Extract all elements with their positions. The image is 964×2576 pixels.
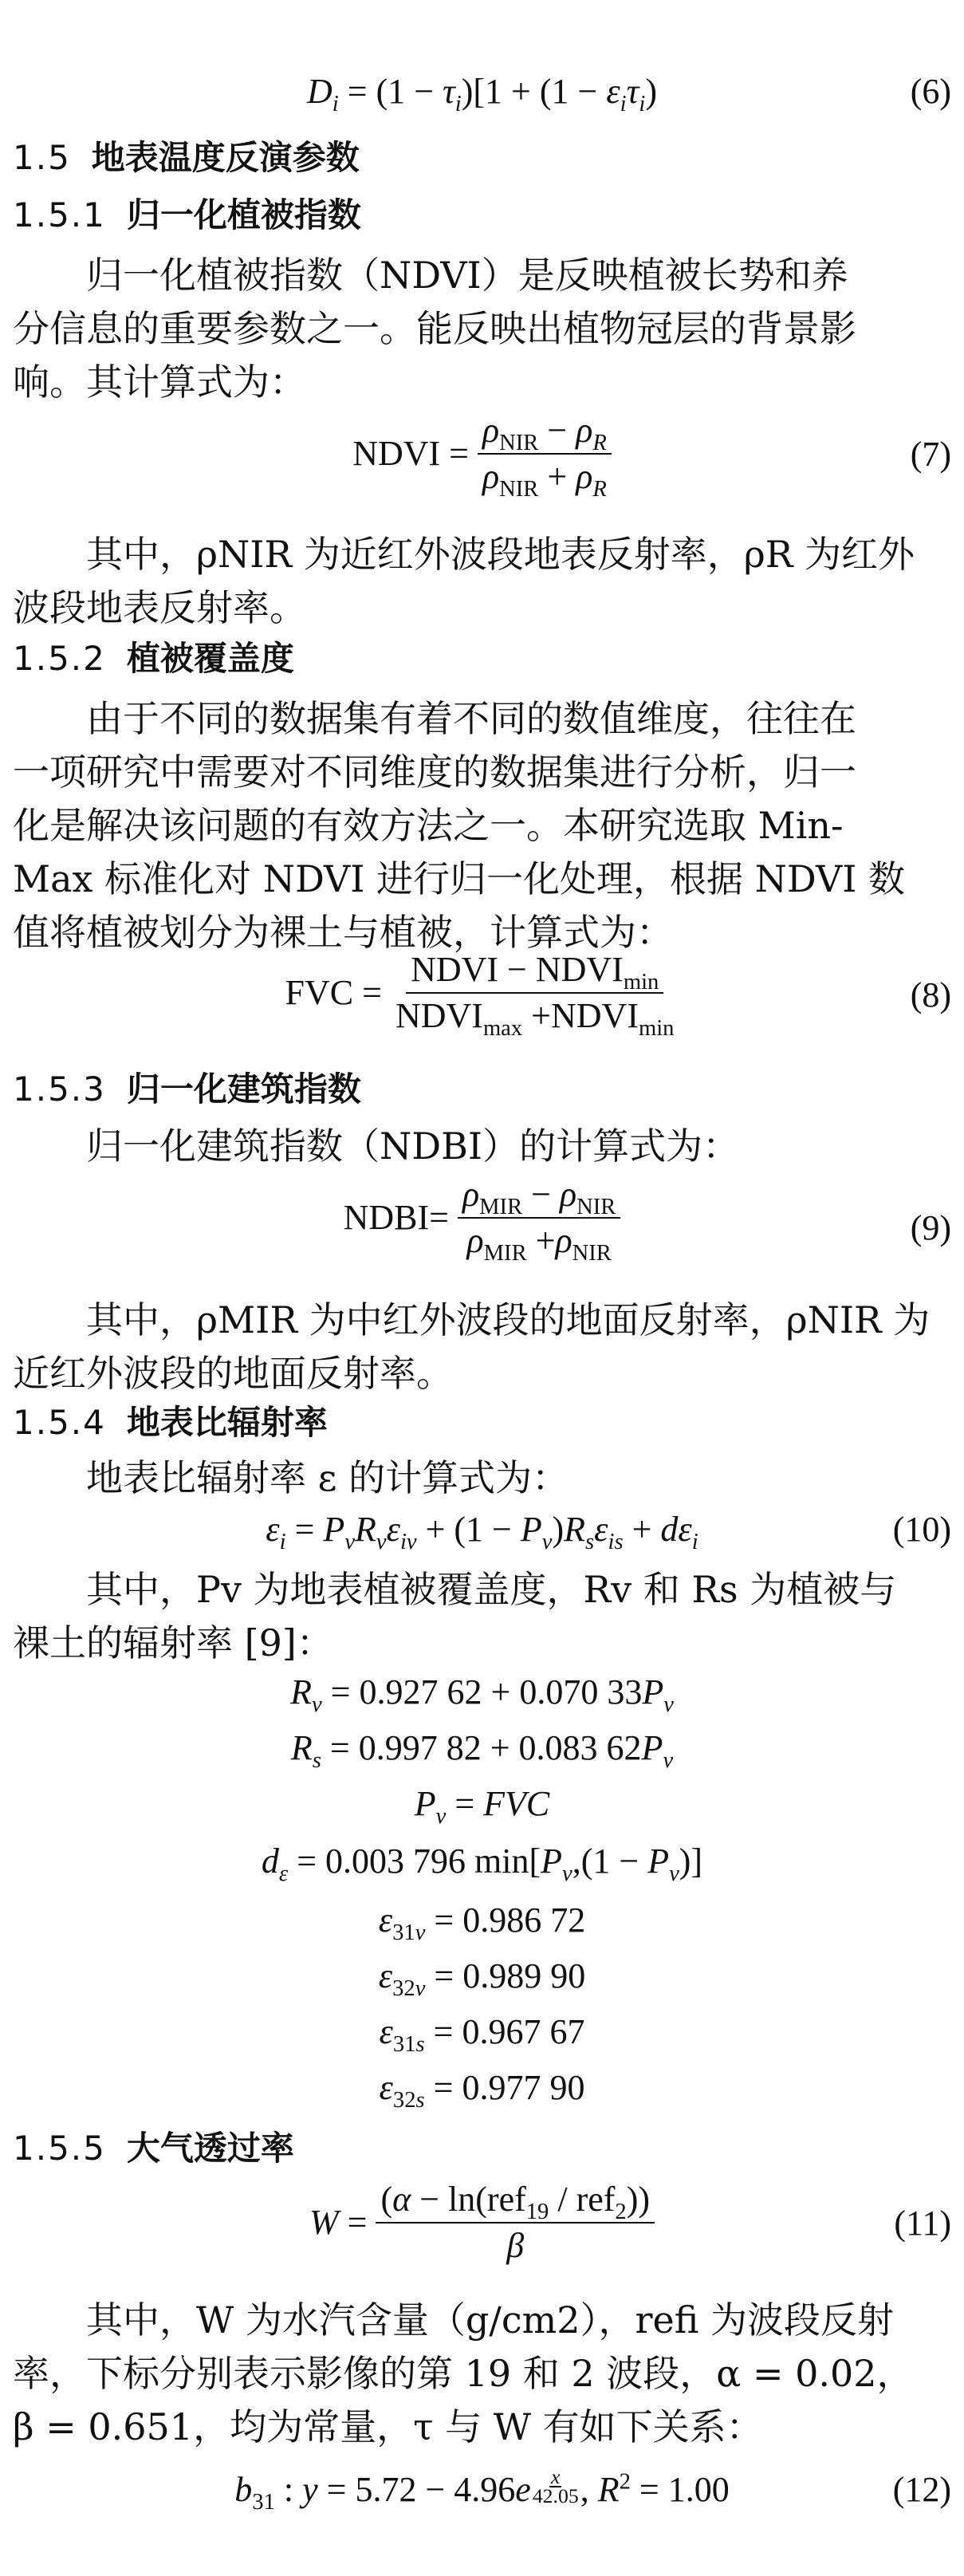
section-title: 归一化建筑指数	[126, 1069, 361, 1109]
section-title: 归一化植被指数	[126, 195, 361, 234]
equation-10-number: (10)	[892, 1510, 951, 1549]
equation-7: NDVI = $\frac{\rho_{NIR} - \rho_R}{\rho_{NIR} + \rho_R}$	[0, 408, 964, 499]
text-line: 其中，ρMIR 为中红外波段的地面反射率，ρNIR 为	[86, 1298, 931, 1341]
text-line: 波段地表反射率。	[13, 586, 306, 629]
text-line: 化是解决该问题的有效方法之一。本研究选取 Min-	[13, 804, 844, 847]
section-number: 1.5.2	[13, 639, 106, 678]
water-vapor-paragraph	[13, 2294, 951, 2454]
equation-6-number: (6)	[910, 72, 951, 111]
text-line: 近红外波段的地面反射率。	[13, 1352, 453, 1395]
text-line: 地表比辐射率 ε 的计算式为：	[86, 1456, 569, 1499]
eq12-intercept: 5.72	[355, 2470, 417, 2509]
emissivity-intro-paragraph	[13, 1451, 951, 1505]
equation-11: W = $\frac{(\alpha - \ln(ref_{19} / ref_2))}{\beta}$	[0, 2177, 964, 2268]
rv-value: 0.927 62 + 0.070 33	[359, 1672, 643, 1711]
eps31v-value: 0.986 72	[462, 1900, 586, 1940]
equation-6: $D_i = (1 - \tau_i)[1 + (1 - \varepsilon_i\tau_i)$	[307, 72, 657, 116]
section-heading-1-5-3	[13, 1065, 361, 1113]
emissivity-where-paragraph	[13, 1563, 951, 1670]
fvc-paragraph	[13, 692, 951, 959]
equation-8: FVC = $\frac{NDVI - NDVI_{min}}{NDVI_{max} +NDVI_{min}}$	[0, 947, 964, 1038]
section-number: 1.5	[13, 138, 71, 177]
text-line: 归一化植被指数（NDVI）是反映植被长势和养	[86, 254, 848, 297]
text-line: 由于不同的数据集有着不同的数值维度，往往在	[86, 697, 856, 740]
equation-eps31s: $\varepsilon_{31s} = 0.967$ 67	[379, 2012, 585, 2057]
ndbi-where-paragraph	[13, 1294, 951, 1400]
text-line: 率，下标分别表示影像的第 19 和 2 波段，α = 0.02，	[13, 2352, 914, 2395]
ndvi-where-paragraph	[13, 528, 951, 635]
section-number: 1.5.1	[13, 195, 106, 234]
text-line: 一项研究中需要对不同维度的数据集进行分析，归一	[13, 750, 856, 794]
equation-pv: $P_v$ = FVC	[414, 1784, 550, 1829]
equation-12-number: (12)	[892, 2470, 951, 2509]
section-heading-1-5-2	[13, 635, 294, 683]
equation-eps32s: $\varepsilon_{32s} = 0.977$ 90	[379, 2068, 585, 2113]
section-number: 1.5.4	[13, 1403, 106, 1442]
section-title: 地表温度反演参数	[91, 138, 360, 177]
section-number: 1.5.3	[13, 1069, 106, 1109]
section-title: 大气透过率	[126, 2129, 294, 2168]
equation-eps31v: $\varepsilon_{31v} = 0.986$ 72	[378, 1900, 586, 1945]
text-line: 归一化建筑指数（NDBI）的计算式为：	[86, 1125, 740, 1168]
equation-9: NDBI= $\frac{\rho_{MIR} - \rho_{NIR}}{\rho_{MIR} +\rho_{NIR}}$	[0, 1172, 964, 1263]
ndbi-intro-paragraph	[13, 1120, 951, 1173]
eps32s-value: 0.977 90	[462, 2068, 585, 2107]
d-epsilon-value: 0.003 796	[325, 1841, 466, 1881]
text-line: β = 0.651，均为常量，τ 与 W 有如下关系：	[13, 2405, 763, 2448]
rs-value: 0.997 82 + 0.083 62	[358, 1728, 642, 1767]
eq12-denominator: 42.05	[532, 2484, 579, 2508]
eps32v-value: 0.989 90	[462, 1956, 586, 1995]
equation-d-epsilon: $d_\varepsilon = 0.003$ 796 $\min[P_v,(1 - P_v)]$	[261, 1841, 703, 1886]
text-line: 响。其计算式为：	[13, 360, 306, 404]
text-line: 值将植被划分为裸土与植被，计算式为：	[13, 911, 673, 954]
section-heading-1-5-1	[13, 191, 361, 239]
section-number: 1.5.5	[13, 2129, 106, 2168]
eq12-coefficient: 4.96	[454, 2470, 516, 2509]
equation-eps32v: $\varepsilon_{32v} = 0.989$ 90	[378, 1956, 586, 2001]
text-line: 分信息的重要参数之一。能反映出植物冠层的背景影	[13, 307, 856, 350]
equation-8-number: (8)	[910, 975, 951, 1014]
text-line: 其中，Pv 为地表植被覆盖度，Rv 和 Rs 为植被与	[86, 1568, 897, 1611]
text-line: 裸土的辐射率 [9]：	[13, 1621, 333, 1664]
eq12-r2: 1.00	[667, 2470, 730, 2509]
equation-rv: $R_v = 0.927$ 62 + 0.070 $33P_v$	[290, 1672, 674, 1717]
equation-10: $\varepsilon_i = P_vR_v\varepsilon_{iv} + (1 - P_v)R_s\varepsilon_{is} + d\varepsilon_i$	[266, 1510, 698, 1554]
ndvi-intro-paragraph	[13, 249, 951, 409]
equation-11-number: (11)	[894, 2204, 951, 2243]
text-line: 其中，W 为水汽含量（g/cm2），refi 为波段反射	[86, 2298, 895, 2342]
equation-9-number: (9)	[910, 1208, 951, 1247]
section-title: 植被覆盖度	[126, 639, 294, 678]
equation-rs: $R_s = 0.997$ 82 + 0.083 $62P_v$	[290, 1728, 674, 1773]
section-heading-1-5	[13, 134, 360, 182]
equation-7-number: (7)	[910, 435, 951, 474]
text-line: 其中，ρNIR 为近红外波段地表反射率，ρR 为红外	[86, 533, 915, 576]
equation-12: $b_{31}$ : y = 5.72 − 4.96e $^{\frac{x}{42.05}}$ , $R^2 = 1.00$	[234, 2465, 730, 2515]
section-title: 地表比辐射率	[126, 1403, 328, 1442]
section-heading-1-5-4	[13, 1399, 328, 1447]
eps31s-value: 0.967 67	[462, 2012, 585, 2051]
section-heading-1-5-5	[13, 2125, 294, 2172]
text-line: Max 标准化对 NDVI 进行归一化处理，根据 NDVI 数	[13, 857, 906, 900]
